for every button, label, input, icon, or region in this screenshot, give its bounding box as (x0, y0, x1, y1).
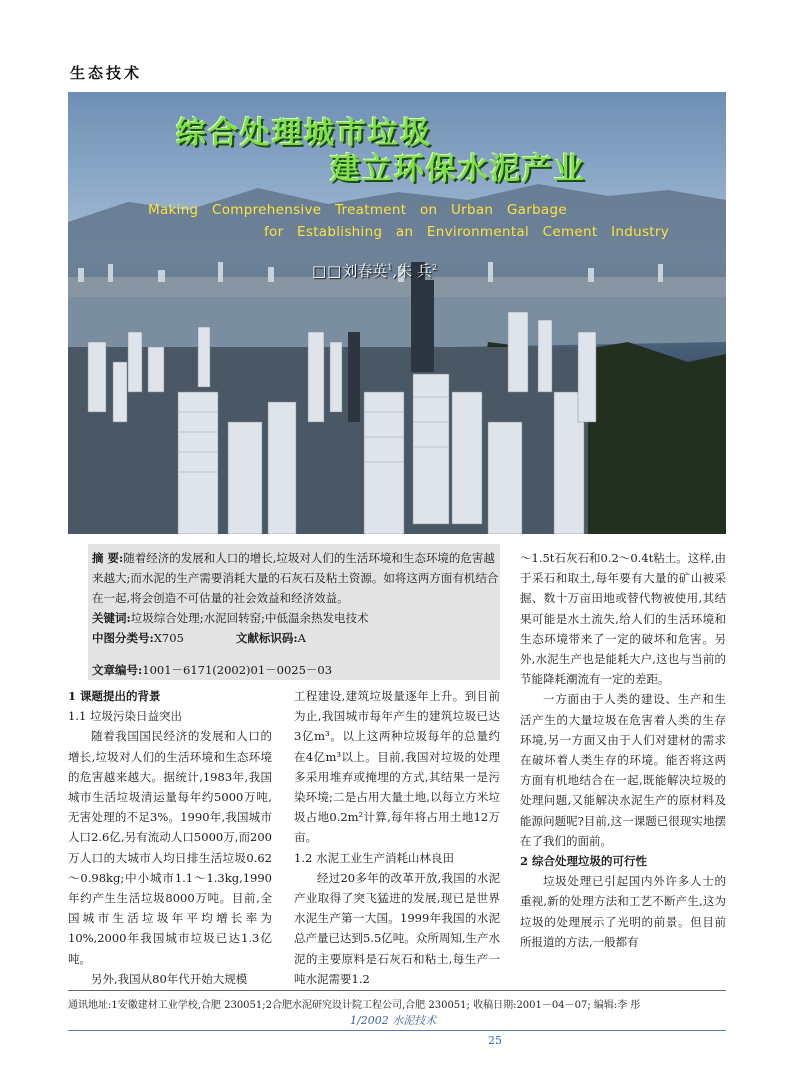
hero-english-title-line1: Making Comprehensive Treatment on Urban Garbage (148, 202, 567, 218)
clc-label: 中图分类号: (92, 631, 154, 645)
column-3 (520, 548, 726, 952)
paragraph-1: 随着我国国民经济的发展和人口的增长,垃圾对人们的生活环境和生态环境的危害越来越大。据统计,1983年,我国城市生活垃圾清运量每年约5000万吨,无害处理的不足3%。1990年,我国城市人口2.6亿,另有流动人口5000万,而200万人口的大城市人均日排生活垃圾0.62～0.98kg;中小城市1.1～1.3kg,1990年约产生生活垃圾8000万吨。目前,全国城市生活垃圾年平均增长率为10%,2000年我国城市垃圾已达1.3亿吨。 (68, 729, 272, 966)
docid-value: 1001－6171(2002)01－0025－03 (142, 663, 333, 677)
footnote-divider (68, 990, 726, 991)
author-1: 刘春英 (342, 262, 388, 280)
section-tag: 生态技术 (70, 64, 143, 82)
article-number-line (92, 662, 332, 678)
keywords-text: 垃圾综合处理;水泥回转窑;中低温余热发电技术 (130, 611, 369, 625)
author-line (312, 260, 437, 281)
hero-english-title-line2: for Establishing an Environmental Cement Industry (264, 224, 670, 240)
author-placeholder-boxes: □□ (312, 262, 343, 280)
classification-line (92, 628, 500, 648)
docid-label: 文章编号: (92, 663, 143, 677)
abstract-paragraph (92, 548, 500, 608)
abstract-box (88, 544, 500, 680)
footer-divider (68, 1030, 726, 1031)
clc-value: X705 (153, 631, 184, 645)
author-1-mark: 1 (387, 263, 393, 272)
column-1 (68, 686, 272, 989)
hero-title-line2: 建立环保水泥产业 (330, 152, 586, 187)
keywords-line (92, 608, 500, 628)
code-label: 文献标识码: (235, 631, 298, 645)
paragraph-3-start: 经过20多年的改革开放,我国的水泥产业取得了突飞猛进的发展,现已是世界水泥生产第一大国。1999年我国的水泥总产量已达到5.5亿吨。众所周知,生产水泥的主要原料是石灰石和粘土,每生产一吨水泥需要1.2 (294, 870, 500, 986)
journal-issue: 1/2002 水泥技术 (350, 1014, 437, 1027)
heading-1: 1 课题提出的背景 (68, 689, 161, 703)
column-2 (294, 686, 500, 989)
hero-image (68, 92, 726, 534)
abstract-label: 摘 要: (92, 551, 124, 565)
paragraph-5: 垃圾处理已引起国内外许多人士的重视,新的处理方法和工艺不断产生,这为垃圾的处理展示了光明的前景。但目前所报道的方法,一般都有 (520, 874, 726, 949)
author-separator: , (392, 262, 398, 280)
heading-1-1: 1.1 垃圾污染日益突出 (68, 709, 182, 724)
heading-1-2: 1.2 水泥工业生产消耗山林良田 (294, 850, 454, 865)
keywords-label: 关键词: (92, 611, 131, 625)
code-value: A (297, 631, 306, 645)
heading-2: 2 综合处理垃圾的可行性 (520, 854, 648, 869)
abstract-text: 随着经济的发展和人口的增长,垃圾对人们的生活环境和生态环境的危害越来越大;而水泥的生产需要消耗大量的石灰石及粘土资源。如将这两方面有机结合在一起,将会创造不可估量的社会效益和经济效益。 (92, 551, 499, 605)
hero-title-line1: 综合处理城市垃圾 (176, 116, 432, 151)
paragraph-3-cont: ～1.5t石灰石和0.2～0.4t粘土。这样,由于采石和取土,每年要有大量的矿山被采掘、数十万亩田地或替代物被使用,其结果可能是水土流失,给人们的生活环境和生态环境带来了一定的破坏和危害。另外,水泥生产也是能耗大户,这也与当前的节能降耗潮流有一定的差距。 (520, 551, 726, 687)
paragraph-2-start: 另外,我国从80年代开始大规模 (91, 971, 248, 986)
author-2-mark: 2 (432, 263, 438, 272)
author-2: 朱 兵 (397, 262, 433, 280)
footnote: 通讯地址:1安徽建材工业学校,合肥 230051;2合肥水泥研究设计院工程公司,合肥 230051; 收稿日期:2001－04－07; 编辑:李 彤 (68, 1000, 641, 1011)
paragraph-2-cont: 工程建设,建筑垃圾量逐年上升。到目前为止,我国城市每年产生的建筑垃圾已达3亿m³。以上这两种垃圾每年的总量约在4亿m³以上。目前,我国对垃圾的处理多采用堆弃或掩埋的方式,其结果一是污染环境;二是占用大量土地,以每立方米垃圾占地0.2m²计算,每年将占用土地12万亩。 (294, 689, 500, 845)
paragraph-4: 一方面由于人类的建设、生产和生活产生的大量垃圾在危害着人类的生存环境,另一方面又由于人们对建材的需求在破坏着人类生存的环境。能否将这两方面有机地结合在一起,既能解决垃圾的处理问题,又能解决水泥生产的原材料及能源问题呢?目前,这一课题已很现实地摆在了我们的面前。 (520, 692, 726, 848)
page-number: 25 (488, 1034, 502, 1047)
